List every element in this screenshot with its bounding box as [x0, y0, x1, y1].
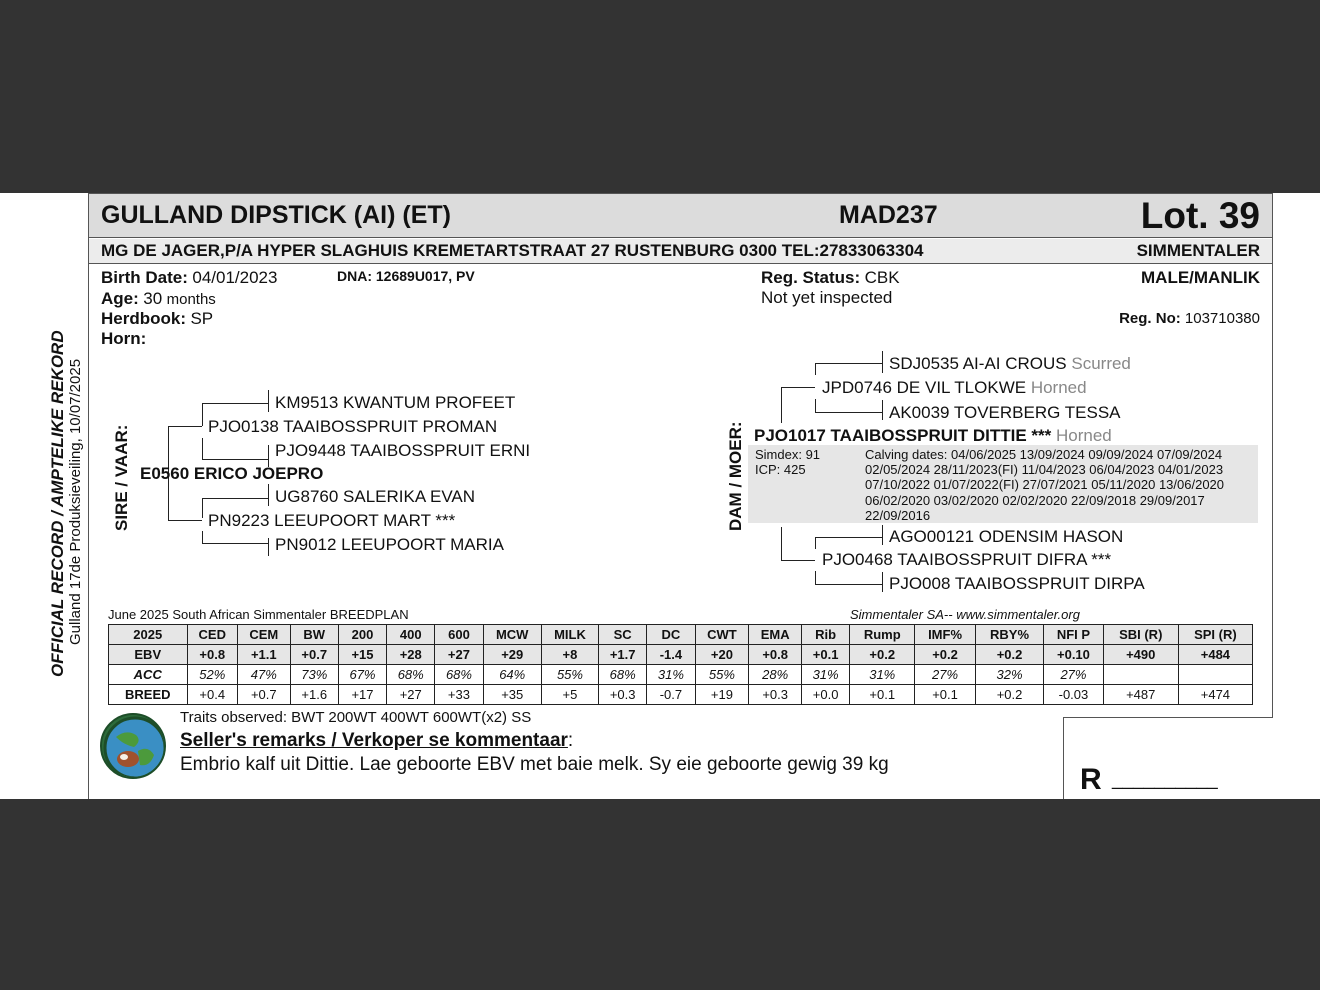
- dam-horn: Horned: [1056, 426, 1112, 445]
- header-cell: SPI (R): [1178, 625, 1252, 645]
- herdbook-value: SP: [190, 309, 214, 328]
- header-cell: Rib: [801, 625, 849, 645]
- dds-name: AGO00121 ODENSIM HASON: [889, 527, 1124, 546]
- acc-cell: 31%: [801, 665, 849, 685]
- header-cell: NFI P: [1044, 625, 1103, 645]
- simmentaler-logo-icon: [100, 713, 166, 779]
- sdd-tick: [268, 538, 269, 556]
- header-cell: SBI (R): [1103, 625, 1178, 645]
- reg-no-value: 103710380: [1184, 310, 1260, 327]
- dd-name: PJO0468 TAAIBOSSPRUIT DIFRA ***: [822, 550, 1112, 569]
- breed-cell: +487: [1103, 685, 1178, 705]
- breed-cell: +5: [541, 685, 598, 705]
- dam-name: [754, 426, 1112, 446]
- header-cell: CED: [187, 625, 237, 645]
- acc-cell: 55%: [695, 665, 749, 685]
- sdd-connector: [202, 543, 268, 544]
- breedplan-caption: June 2025 South African Simmentaler BREEDPLAN: [108, 607, 409, 622]
- acc-cell: 68%: [387, 665, 435, 685]
- dss-name-text: SDJ0535 AI-AI CROUS: [889, 354, 1067, 373]
- sss-connector: [202, 403, 268, 404]
- remarks-heading: [180, 730, 573, 752]
- traits-observed: Traits observed: BWT 200WT 400WT 600WT(x2) SS: [180, 709, 532, 726]
- ebv-table: [108, 624, 1253, 705]
- age-value: 30: [143, 289, 163, 308]
- header-cell: 400: [387, 625, 435, 645]
- reg-status-value: CBK: [864, 268, 900, 287]
- breed-cell: +19: [695, 685, 749, 705]
- dna-info: DNA: 12689U017, PV: [337, 268, 475, 284]
- breed-cell: +27: [387, 685, 435, 705]
- ssd-connector: [202, 459, 268, 460]
- acc-cell: 28%: [749, 665, 802, 685]
- header-cell: SC: [599, 625, 647, 645]
- row-label: EBV: [109, 645, 188, 665]
- sd-name: PN9223 LEEUPOORT MART ***: [208, 511, 456, 530]
- breed-cell: +35: [483, 685, 541, 705]
- breed-cell: +0.1: [915, 685, 976, 705]
- herdbook-label: Herdbook:: [101, 309, 186, 328]
- breed-cell: +33: [435, 685, 483, 705]
- age-unit: months: [166, 291, 216, 308]
- remarks-text: Embrio kalf uit Dittie. Lae geboorte EBV met baie melk. Sy eie geboorte gewig 39 kg: [180, 754, 889, 775]
- header-cell: DC: [647, 625, 695, 645]
- dam-label: DAM / MOER:: [726, 421, 745, 531]
- breed-cell: +0.4: [187, 685, 237, 705]
- ebv-cell: +8: [541, 645, 598, 665]
- row-label: BREED: [109, 685, 188, 705]
- ebv-cell: +28: [387, 645, 435, 665]
- herdbook: [101, 309, 213, 329]
- ebv-header-row: [109, 625, 1253, 645]
- birth-date-label: Birth Date:: [101, 268, 188, 287]
- calving-line: Calving dates: 04/06/2025 13/09/2024 09/09/2024 07/09/2024: [865, 447, 1223, 462]
- sdd-name: PN9012 LEEUPOORT MARIA: [275, 535, 504, 554]
- reg-no-label: Reg. No:: [1119, 310, 1181, 327]
- acc-cell: 47%: [237, 665, 290, 685]
- ebv-cell: +0.1: [801, 645, 849, 665]
- acc-cell: 31%: [647, 665, 695, 685]
- dam-simdex: Simdex: 91: [755, 447, 821, 462]
- breed-cell: -0.03: [1044, 685, 1103, 705]
- ebv-cell: +0.8: [749, 645, 802, 665]
- dam-name-text: PJO1017 TAAIBOSSPRUIT DITTIE ***: [754, 426, 1052, 445]
- acc-cell: 73%: [290, 665, 338, 685]
- price-blank: __________: [1112, 769, 1218, 790]
- header-cell: IMF%: [915, 625, 976, 645]
- header-cell: CEM: [237, 625, 290, 645]
- acc-cell: 27%: [1044, 665, 1103, 685]
- owner-details: MG DE JAGER,P/A HYPER SLAGHUIS KREMETARTSTRAAT 27 RUSTENBURG 0300 TEL:27833063304: [101, 241, 924, 260]
- calving-dates: [865, 447, 1224, 523]
- sire-label: SIRE / VAAR:: [112, 424, 131, 531]
- reg-status: [761, 268, 900, 288]
- dds-tick: [882, 525, 883, 545]
- ebv-cell: +1.1: [237, 645, 290, 665]
- breed-cell: +0.2: [975, 685, 1043, 705]
- ds-up-line: [815, 363, 816, 375]
- header-cell: CWT: [695, 625, 749, 645]
- header-cell: BW: [290, 625, 338, 645]
- dds-connector: [815, 537, 883, 538]
- acc-cell: [1103, 665, 1178, 685]
- remarks-heading-colon: :: [567, 730, 574, 751]
- ds-name: [822, 378, 1087, 398]
- breed-cell: +474: [1178, 685, 1252, 705]
- birth-date-value: 04/01/2023: [192, 268, 278, 287]
- animal-id: MAD237: [839, 201, 938, 229]
- ebv-cell: +0.8: [187, 645, 237, 665]
- ddd-tick: [882, 572, 883, 592]
- header-cell: 200: [338, 625, 386, 645]
- header-cell: RBY%: [975, 625, 1043, 645]
- dam-up-bracket: [781, 387, 782, 423]
- acc-cell: 68%: [599, 665, 647, 685]
- lot-card: [0, 193, 1320, 799]
- ss-down-line: [202, 438, 203, 460]
- ebv-cell: -1.4: [647, 645, 695, 665]
- ebv-cell: +0.2: [850, 645, 915, 665]
- breed-cell: +0.7: [237, 685, 290, 705]
- card-right-border: [1272, 193, 1273, 717]
- header-cell: MILK: [541, 625, 598, 645]
- dam-icp: ICP: 425: [755, 462, 806, 477]
- breed-avg-row: [109, 685, 1253, 705]
- calving-line: 22/09/2016: [865, 507, 931, 523]
- dss-connector: [815, 363, 883, 364]
- acc-cell: 67%: [338, 665, 386, 685]
- calving-line: 07/10/2022 01/07/2022(FI) 27/07/2021 05/11/2020 13/06/2020: [865, 477, 1225, 493]
- official-record-label: OFFICIAL RECORD / AMPTELIKE REKORD: [48, 330, 67, 677]
- ebv-cell: +484: [1178, 645, 1252, 665]
- dam-down-bracket: [781, 527, 782, 560]
- acc-cell: 32%: [975, 665, 1043, 685]
- price-label: R: [1080, 763, 1102, 796]
- ds-horn: Horned: [1030, 378, 1087, 397]
- inspection-status: Not yet inspected: [761, 288, 893, 307]
- ebv-cell: +29: [483, 645, 541, 665]
- sire-to-sd-line: [168, 520, 202, 521]
- reg-no: [1119, 310, 1260, 327]
- age: [101, 289, 216, 309]
- birth-date: [101, 268, 277, 288]
- reg-status-label: Reg. Status:: [761, 268, 861, 287]
- ss-name: PJO0138 TAAIBOSSPRUIT PROMAN: [208, 417, 498, 436]
- acc-cell: 68%: [435, 665, 483, 685]
- dd-down-line: [815, 571, 816, 584]
- ebv-cell: +15: [338, 645, 386, 665]
- ebv-row: [109, 645, 1253, 665]
- acc-cell: 52%: [187, 665, 237, 685]
- ddd-connector: [815, 584, 883, 585]
- sire-to-ss-line: [168, 426, 202, 427]
- sds-tick: [268, 484, 269, 506]
- ebv-cell: +27: [435, 645, 483, 665]
- sds-connector: [202, 498, 268, 499]
- calving-line: 02/05/2024 28/11/2023(FI) 11/04/2023 06/04/2023 04/01/2023: [865, 462, 1224, 478]
- header-cell: MCW: [483, 625, 541, 645]
- dam-to-ds-line: [781, 387, 815, 388]
- animal-name: GULLAND DIPSTICK (AI) (ET): [101, 201, 451, 229]
- horn-label: Horn:: [101, 329, 147, 348]
- breed-cell: -0.7: [647, 685, 695, 705]
- dsd-name: AK0039 TOVERBERG TESSA: [889, 403, 1121, 422]
- breed-cell: +0.3: [749, 685, 802, 705]
- sire-name: E0560 ERICO JOEPRO: [140, 464, 324, 483]
- dss-horn: Scurred: [1071, 354, 1131, 373]
- acc-cell: [1178, 665, 1252, 685]
- ds-down-line: [815, 399, 816, 412]
- header-cell: Rump: [850, 625, 915, 645]
- breed-cell: +0.3: [599, 685, 647, 705]
- dss-tick: [882, 351, 883, 373]
- header-cell: 2025: [109, 625, 188, 645]
- sss-name: KM9513 KWANTUM PROFEET: [275, 393, 516, 412]
- ebv-cell: +0.7: [290, 645, 338, 665]
- ebv-cell: +1.7: [599, 645, 647, 665]
- dsd-tick: [882, 400, 883, 420]
- sale-label: Gulland 17de Produksieveiling, 10/07/2025: [67, 358, 84, 645]
- ss-up-line: [202, 403, 203, 426]
- sd-up-line: [202, 498, 203, 518]
- sd-down-line: [202, 531, 203, 543]
- acc-cell: 64%: [483, 665, 541, 685]
- sds-name: UG8760 SALERIKA EVAN: [275, 487, 476, 506]
- breed-cell: +1.6: [290, 685, 338, 705]
- age-label: Age:: [101, 289, 139, 308]
- acc-cell: 27%: [915, 665, 976, 685]
- ebv-cell: +0.2: [975, 645, 1043, 665]
- breed-name: SIMMENTALER: [1136, 241, 1260, 260]
- remarks-heading-text: Seller's remarks / Verkoper se kommentaar: [180, 730, 568, 751]
- dd-up-line: [815, 537, 816, 549]
- sex: MALE/MANLIK: [1141, 268, 1260, 287]
- ds-name-text: JPD0746 DE VIL TLOKWE: [822, 378, 1027, 397]
- ebv-cell: +0.10: [1044, 645, 1103, 665]
- lot-number: Lot. 39: [1140, 195, 1260, 236]
- dsd-connector: [815, 412, 883, 413]
- breedplan-website: Simmentaler SA-- www.simmentaler.org: [850, 607, 1080, 622]
- sss-tick: [268, 390, 269, 412]
- header-cell: 600: [435, 625, 483, 645]
- ssd-name: PJO9448 TAAIBOSSPRUIT ERNI: [275, 441, 531, 460]
- acc-cell: 55%: [541, 665, 598, 685]
- ebv-cell: +490: [1103, 645, 1178, 665]
- dss-name: [889, 354, 1131, 374]
- breed-cell: +0.1: [850, 685, 915, 705]
- ebv-cell: +0.2: [915, 645, 976, 665]
- breed-cell: +0.0: [801, 685, 849, 705]
- header-cell: EMA: [749, 625, 802, 645]
- ddd-name: PJO008 TAAIBOSSPRUIT DIRPA: [889, 574, 1145, 593]
- calving-line: 06/02/2020 03/02/2020 02/02/2020 22/09/2018 29/09/2017: [865, 492, 1205, 508]
- ebv-cell: +20: [695, 645, 749, 665]
- row-label: ACC: [109, 665, 188, 685]
- acc-row: [109, 665, 1253, 685]
- breed-cell: +17: [338, 685, 386, 705]
- dam-to-dd-line: [781, 560, 815, 561]
- acc-cell: 31%: [850, 665, 915, 685]
